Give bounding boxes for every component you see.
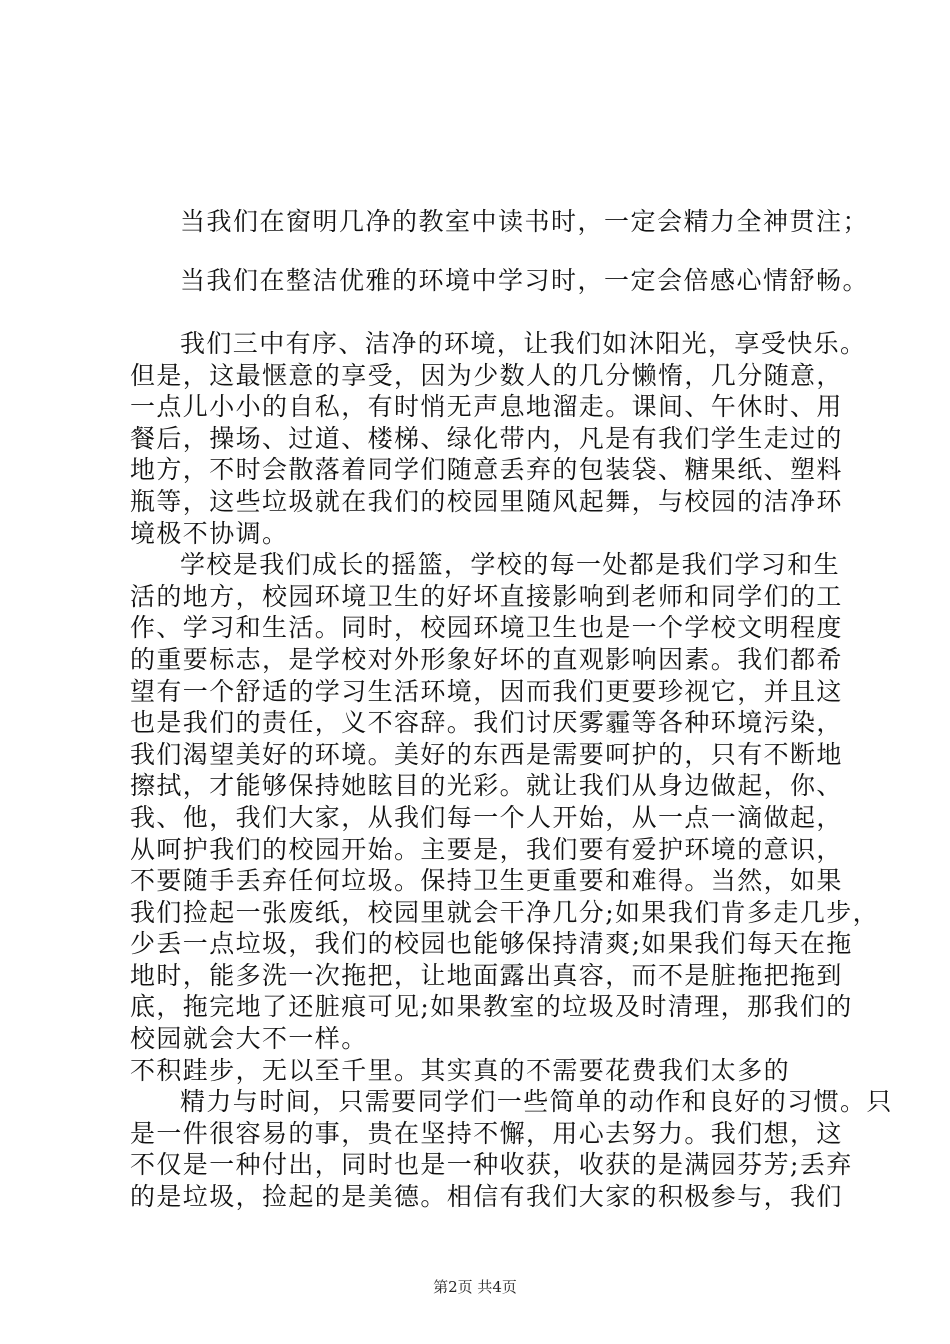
text-line: 作、学习和生活。同时，校园环境卫生也是一个学校文明程度 [130, 613, 843, 643]
text-line: 我们渴望美好的环境。美好的东西是需要呵护的，只有不断地 [130, 739, 843, 769]
body-text [130, 328, 893, 1213]
text-line: 餐后，操场、过道、楼梯、绿化带内，凡是有我们学生走过的 [130, 423, 843, 453]
text-line: 不仅是一种付出，同时也是一种收获，收获的是满园芬芳;丢弃 [130, 1150, 853, 1180]
text-line: 不积跬步，无以至千里。其实真的不需要花费我们太多的 [130, 1055, 791, 1085]
text-line: 精力与时间，只需要同学们一些简单的动作和良好的习惯。只 [180, 1087, 893, 1117]
text-line: 境极不协调。 [130, 518, 289, 548]
text-line: 一点儿小小的自私，有时悄无声息地溜走。课间、午休时、用 [130, 392, 843, 422]
intro-line-1: 当我们在窗明几净的教室中读书时，一定会精力全神贯注； [180, 207, 870, 236]
page-footer: 第2页 共4页 [433, 1278, 517, 1296]
text-line: 的是垃圾，捡起的是美德。相信有我们大家的积极参与，我们 [130, 1182, 843, 1212]
text-line: 我、他，我们大家，从我们每一个人开始，从一点一滴做起， [130, 802, 843, 832]
text-line: 的重要标志，是学校对外形象好坏的直观影响因素。我们都希 [130, 644, 843, 674]
text-line: 地方，不时会散落着同学们随意丢弃的包装袋、糖果纸、塑料 [130, 455, 843, 485]
text-line: 也是我们的责任，义不容辞。我们讨厌雾霾等各种环境污染， [130, 708, 843, 738]
text-line: 从呵护我们的校园开始。主要是，我们要有爱护环境的意识， [130, 834, 843, 864]
text-line: 校园就会大不一样。 [130, 1024, 368, 1054]
text-line: 活的地方，校园环境卫生的好坏直接影响到老师和同学们的工 [130, 581, 843, 611]
text-line: 地时，能多洗一次拖把，让地面露出真容，而不是脏拖把拖到 [130, 960, 843, 990]
text-line: 少丢一点垃圾，我们的校园也能够保持清爽;如果我们每天在拖 [130, 929, 853, 959]
text-line: 底，拖完地了还脏痕可见;如果教室的垃圾及时清理，那我们的 [130, 992, 853, 1022]
intro-line-2: 当我们在整洁优雅的环境中学习时，一定会倍感心情舒畅。 [180, 266, 870, 295]
text-line: 是一件很容易的事，贵在坚持不懈，用心去努力。我们想，这 [130, 1118, 843, 1148]
text-line: 擦拭，才能够保持她眩目的光彩。就让我们从身边做起，你、 [130, 771, 843, 801]
text-line: 不要随手丢弃任何垃圾。保持卫生更重要和难得。当然，如果 [130, 866, 843, 896]
text-line: 望有一个舒适的学习生活环境，因而我们更要珍视它，并且这 [130, 676, 843, 706]
text-line: 瓶等，这些垃圾就在我们的校园里随风起舞，与校园的洁净环 [130, 486, 843, 516]
text-line: 我们捡起一张废纸，校园里就会干净几分;如果我们肯多走几步， [130, 897, 880, 927]
text-line: 但是，这最惬意的享受，因为少数人的几分懒惰，几分随意， [130, 360, 843, 390]
text-line: 学校是我们成长的摇篮，学校的每一处都是我们学习和生 [180, 550, 841, 580]
text-line: 我们三中有序、洁净的环境，让我们如沐阳光，享受快乐。 [180, 329, 867, 358]
